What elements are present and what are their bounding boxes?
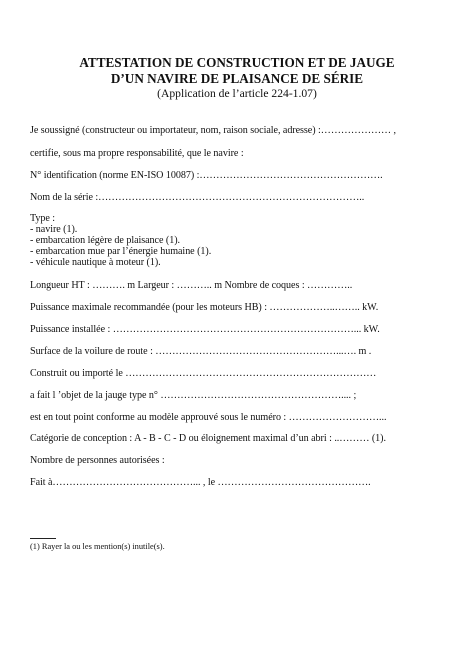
construit-field: Construit ou importé le ………………………………………………………………… bbox=[30, 368, 377, 379]
subtitle: (Application de l’article 224-1.07) bbox=[157, 87, 317, 100]
identification-field: N° identification (norme EN-ISO 10087) :………………………………………………. bbox=[30, 170, 383, 181]
puissance-max-field: Puissance maximale recommandée (pour les moteurs HB) : ………………..…….. kW. bbox=[30, 302, 379, 313]
dimensions-field: Longueur HT : ………. m Largeur : ……….. m Nombre de coques : ………….. bbox=[30, 280, 353, 291]
title-line-2: D’UN NAVIRE DE PLAISANCE DE SÉRIE bbox=[110, 71, 364, 86]
conforme-field: est en tout point conforme au modèle approuvé sous le numéro : ………………………... bbox=[30, 412, 387, 423]
type-option-energie-humaine: - embarcation mue par l’énergie humaine (1). bbox=[30, 246, 212, 257]
personnes-field: Nombre de personnes autorisées : bbox=[30, 455, 165, 466]
type-option-vehicule-nautique: - véhicule nautique à moteur (1). bbox=[30, 257, 161, 268]
type-option-navire: - navire (1). bbox=[30, 224, 78, 235]
categorie-field: Catégorie de conception : A - B - C - D ou éloignement maximal d’un abri : ..……… (1). bbox=[30, 433, 386, 444]
footnote-divider bbox=[30, 538, 56, 539]
soussigne-field: Je soussigné (constructeur ou importateur, nom, raison sociale, adresse) :………………… , bbox=[30, 125, 397, 136]
jauge-field: a fait l ’objet de la jauge type n° ……………………………………………….... ; bbox=[30, 390, 357, 401]
type-label: Type : bbox=[30, 213, 56, 224]
certifie-text: certifie, sous ma propre responsabilité, que le navire : bbox=[30, 148, 244, 159]
title-line-1: ATTESTATION DE CONSTRUCTION ET DE JAUGE bbox=[79, 55, 395, 70]
voilure-field: Surface de la voilure de route : ………………………………………………...…. m . bbox=[30, 346, 372, 357]
nom-serie-field: Nom de la série :…………………………………………………………………….. bbox=[30, 192, 365, 203]
footnote: (1) Rayer la ou les mention(s) inutile(s). bbox=[30, 542, 165, 551]
fait-a-field: Fait à……………………………………... , le ………………………………………. bbox=[30, 477, 371, 488]
type-option-embarcation-legere: - embarcation légère de plaisance (1). bbox=[30, 235, 180, 246]
puissance-installee-field: Puissance installée : ………………………………………………………………... kW. bbox=[30, 324, 380, 335]
